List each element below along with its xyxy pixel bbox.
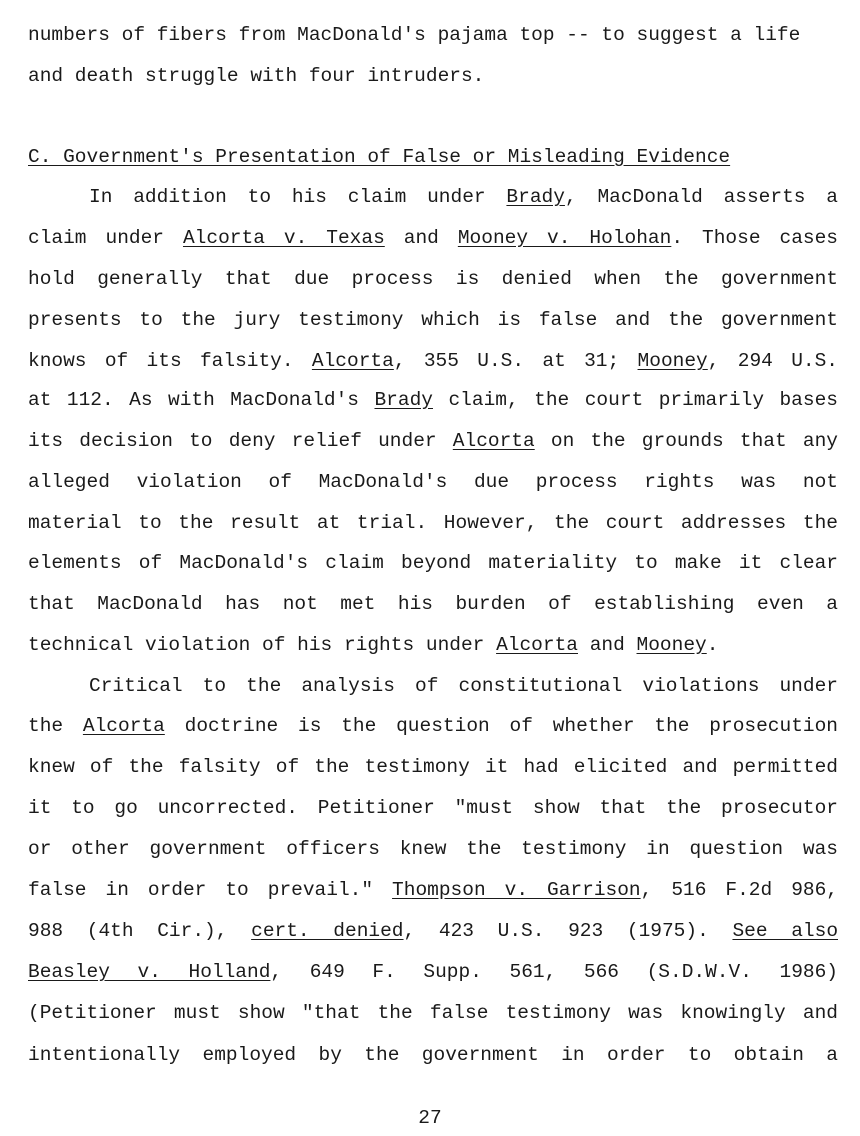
text-segment: knew of the falsity of the testimony it had elicited and permitted	[28, 756, 838, 778]
text-segment: and	[589, 634, 625, 656]
text-line	[28, 957, 838, 987]
case-citation: Mooney	[637, 350, 708, 372]
text-segment: at 112. As with MacDonald's	[28, 389, 360, 411]
text-segment: claim under	[28, 227, 164, 249]
text-segment: numbers of fibers from MacDonald's pajama top -- to suggest a life	[28, 24, 801, 46]
case-citation: Mooney v. Holohan	[457, 227, 672, 249]
text-line	[28, 875, 838, 905]
text-segment: Critical to the analysis of constitutional violations under	[89, 675, 838, 697]
case-citation: Beasley v. Holland	[28, 961, 271, 983]
text-segment: intentionally employed by the government in order to obtain a	[28, 1044, 838, 1066]
text-segment: , 516 F.2d 986,	[640, 879, 838, 901]
text-line	[28, 998, 838, 1028]
text-segment: technical violation of his rights under	[28, 634, 485, 656]
text-segment: elements of MacDonald's claim beyond materiality to make it clear	[28, 552, 838, 574]
case-citation: Alcorta	[496, 634, 578, 656]
page-number: 27	[418, 1107, 442, 1129]
text-line	[28, 508, 838, 538]
text-segment: alleged violation of MacDonald's due process rights was not	[28, 471, 838, 493]
text-line	[28, 264, 838, 294]
text-line	[28, 346, 838, 376]
case-citation: Thompson v. Garrison	[392, 879, 641, 901]
text-line	[28, 834, 838, 864]
text-segment: doctrine is the question of whether the prosecution	[184, 715, 838, 737]
text-segment: material to the result at trial. However, the court addresses the	[28, 512, 838, 534]
text-segment: and	[403, 227, 439, 249]
text-segment: false in order to prevail."	[28, 879, 374, 901]
text-line	[28, 916, 838, 946]
text-segment: its decision to deny relief under	[28, 430, 437, 452]
text-segment: or other government officers knew the testimony in question was	[28, 838, 838, 860]
text-segment: In addition to his claim under	[89, 186, 486, 208]
text-line	[28, 548, 838, 578]
text-segment: the	[28, 715, 64, 737]
text-line	[28, 793, 838, 823]
text-line	[28, 223, 838, 253]
text-segment: , 649 F. Supp. 561, 566 (S.D.W.V. 1986)	[270, 961, 838, 983]
text-line	[28, 1040, 838, 1070]
text-line	[28, 752, 838, 782]
case-citation: Alcorta	[311, 350, 394, 372]
case-citation: Mooney	[636, 634, 707, 656]
text-line	[28, 426, 838, 456]
text-segment: , MacDonald asserts a	[564, 186, 838, 208]
text-line	[28, 711, 838, 741]
text-segment: it to go uncorrected. Petitioner "must show that the prosecutor	[28, 797, 838, 819]
case-citation: cert. denied	[251, 920, 404, 942]
text-segment: , 294 U.S.	[707, 350, 838, 372]
text-segment: . Those cases	[671, 227, 838, 249]
case-citation: Alcorta	[82, 715, 165, 737]
text-line	[89, 671, 838, 701]
case-citation: Alcorta v. Texas	[182, 227, 385, 249]
text-segment: , 423 U.S. 923 (1975).	[403, 920, 709, 942]
text-line	[28, 61, 838, 91]
text-line	[28, 20, 838, 50]
section-heading	[28, 142, 838, 172]
case-citation: Brady	[506, 186, 565, 208]
text-segment: .	[706, 634, 719, 656]
case-citation: Brady	[374, 389, 433, 411]
text-segment: hold generally that due process is denied when the government	[28, 268, 838, 290]
text-segment: 988 (4th Cir.),	[28, 920, 228, 942]
text-line	[28, 589, 838, 619]
text-segment: (Petitioner must show "that the false testimony was knowingly and	[28, 1002, 838, 1024]
text-line	[28, 305, 838, 335]
text-segment: claim, the court primarily bases	[448, 389, 838, 411]
text-line	[28, 630, 838, 660]
text-segment: knows of its falsity.	[28, 350, 294, 372]
text-segment: that MacDonald has not met his burden of establishing even a	[28, 593, 838, 615]
text-segment: and death struggle with four intruders.	[28, 65, 485, 87]
text-line	[28, 385, 838, 415]
text-segment: on the grounds that any	[550, 430, 838, 452]
case-citation: Alcorta	[452, 430, 535, 452]
text-line	[89, 182, 838, 212]
section-heading-text: C. Government's Presentation of False or Misleading Evidence	[28, 146, 731, 168]
text-segment: presents to the jury testimony which is false and the government	[28, 309, 838, 331]
case-citation: See also	[732, 920, 838, 942]
text-line	[28, 467, 838, 497]
text-segment: , 355 U.S. at 31;	[393, 350, 620, 372]
